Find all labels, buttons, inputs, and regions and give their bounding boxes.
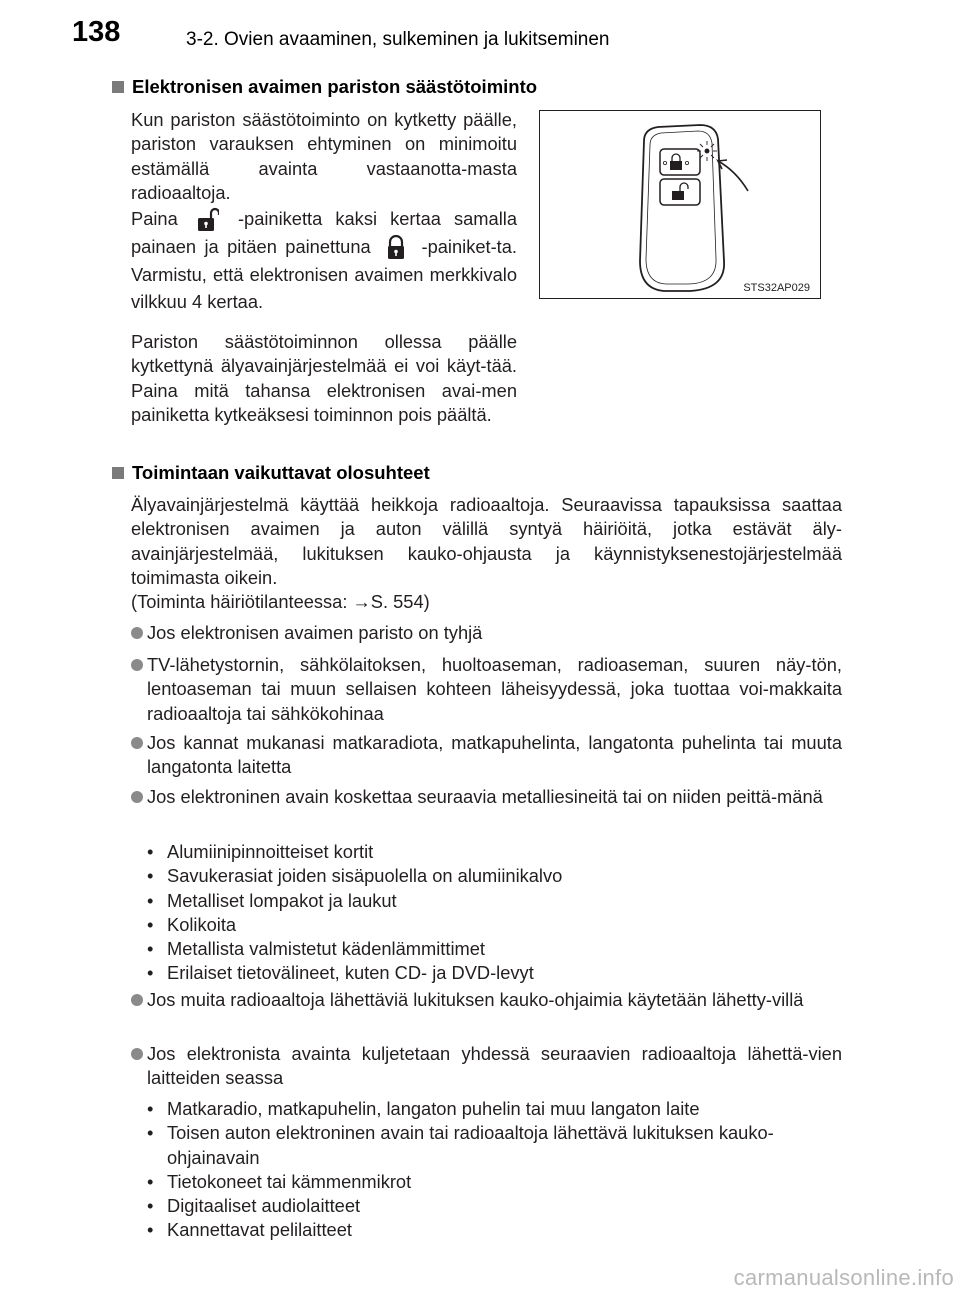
para2-text-a: Paina: [131, 208, 178, 229]
unlock-icon: [197, 207, 219, 233]
round-bullet-icon: [131, 627, 143, 639]
battery-saving-paragraph-3: Pariston säästötoiminnon ollessa päälle kytkettynä älyavainjärjestelmää ei voi käyt-tää. Paina mitä tahansa elektronisen avai-men painiketta kytkeäksesi toiminnon pois päältä.: [131, 331, 517, 425]
square-bullet-icon: [112, 81, 124, 93]
para2-text-c: -painiket-ta. Varmistu, että elektronisen avaimen merkkivalo vilkkuu 4 kertaa.: [131, 236, 517, 313]
condition-bullet-6: Jos elektronista avainta kuljetetaan yhdessä seuraavien radioaaltoja lähettä-vien laitteiden seassa: [131, 1042, 842, 1091]
conditions-reference[interactable]: (Toiminta häiriötilanteessa: →S. 554): [131, 591, 430, 612]
list-item: • Metallista valmistetut kädenlämmittimet: [147, 937, 847, 961]
metal-items-list: [147, 840, 847, 986]
para2-text-b: -painiketta kaksi kertaa samalla painaen ja pitäen painettuna: [131, 208, 517, 258]
list-item: • Savukerasiat joiden sisäpuolella on alumiinikalvo: [147, 864, 847, 888]
condition-bullet-1: Jos elektronisen avaimen paristo on tyhjä: [131, 621, 842, 645]
list-item: • Digitaaliset audiolaitteet: [147, 1194, 847, 1218]
section-heading-text: Toimintaan vaikuttavat olosuhteet: [132, 462, 430, 483]
section-heading-battery-saving: [112, 76, 537, 98]
list-item: • Kannettavat pelilaitteet: [147, 1218, 847, 1242]
indicator-light-flash-icon: [697, 141, 717, 161]
list-item: • Metalliset lompakot ja laukut: [147, 889, 847, 913]
watermark: carmanualsonline.info: [733, 1265, 954, 1290]
round-bullet-icon: [131, 994, 143, 1006]
square-bullet-icon: [112, 467, 124, 479]
chapter-title: 3-2. Ovien avaaminen, sulkeminen ja lukitseminen: [186, 29, 610, 50]
round-bullet-icon: [131, 659, 143, 671]
figure-label: STS32AP029: [743, 282, 810, 294]
list-item: • Kolikoita: [147, 913, 847, 937]
condition-bullet-3: Jos kannat mukanasi matkaradiota, matkapuhelinta, langatonta puhelinta tai muuta langatonta laitetta: [131, 731, 842, 780]
round-bullet-icon: [131, 737, 143, 749]
section-heading-text: Elektronisen avaimen pariston säästötoiminto: [132, 76, 538, 97]
battery-saving-paragraph-2: [131, 205, 517, 315]
round-bullet-icon: [131, 791, 143, 803]
condition-bullet-4: Jos elektroninen avain koskettaa seuraavia metalliesineitä tai on niiden peittä-mänä: [131, 785, 842, 809]
battery-saving-paragraph-1: Kun pariston säästötoiminto on kytketty päälle, pariston varauksen ehtyminen on minimoitu estämällä avainta vastaanotta-masta radioaaltoja.: [131, 109, 517, 203]
device-items-list: [147, 1097, 847, 1243]
smart-key-figure: [539, 110, 821, 299]
list-item: • Toisen auton elektroninen avain tai radioaaltoja lähettävä lukituksen kauko-ohjainavain: [147, 1121, 847, 1170]
list-item: • Erilaiset tietovälineet, kuten CD- ja DVD-levyt: [147, 961, 847, 985]
list-item: • Alumiinipinnoitteiset kortit: [147, 840, 847, 864]
lock-icon: [385, 235, 407, 261]
round-bullet-icon: [131, 1048, 143, 1060]
list-item: • Tietokoneet tai kämmenmikrot: [147, 1170, 847, 1194]
condition-bullet-5: Jos muita radioaaltoja lähettäviä lukituksen kauko-ohjaimia käytetään lähetty-villä: [131, 988, 842, 1012]
condition-bullet-2: TV-lähetystornin, sähkölaitoksen, huoltoaseman, radioaseman, suuren näy-tön, lentoaseman tai muun sellaisen kohteen läheisyydessä, joka tuottaa voi-makkaita radioaaltoja tai sähkökohinaa: [131, 653, 842, 726]
section-heading-conditions: [112, 462, 430, 484]
smart-key-illustration: [540, 111, 820, 298]
page-number: 138: [72, 16, 121, 48]
conditions-intro: Älyavainjärjestelmä käyttää heikkoja radioaaltoja. Seuraavissa tapauksissa saattaa elektronisen avaimen ja auton välillä syntyä häiriöitä, jotka estävät äly-avainjärjestelmää, lukituksen kauko-ohjausta ja käynnistyksenestojärjestelmää toimimasta oikein.: [131, 494, 842, 588]
list-item: • Matkaradio, matkapuhelin, langaton puhelin tai muu langaton laite: [147, 1097, 847, 1121]
